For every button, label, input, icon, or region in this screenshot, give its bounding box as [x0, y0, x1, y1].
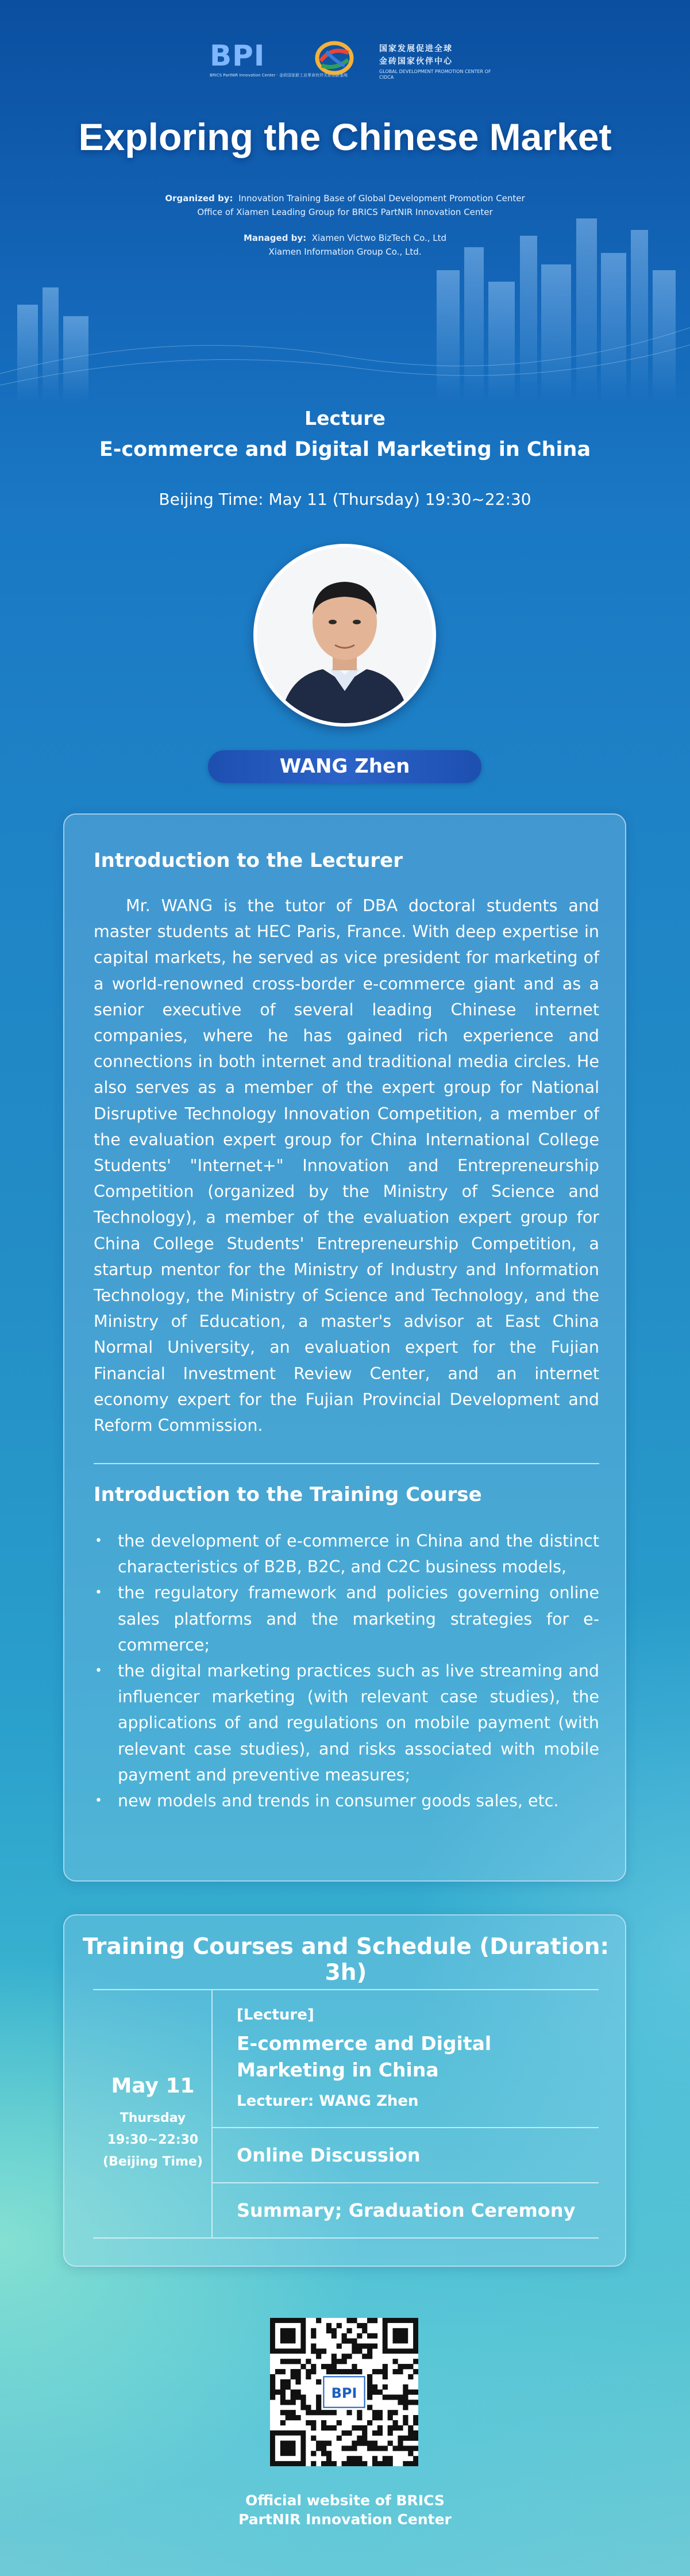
- organizer-1: Innovation Training Base of Global Development Promotion Center: [238, 193, 525, 204]
- course-intro-heading: Introduction to the Training Course: [94, 1483, 482, 1506]
- manager-2: Xiamen Information Group Co., Ltd.: [268, 247, 422, 257]
- managers: [0, 231, 690, 259]
- list-item: • the development of e-commerce in China and the distinct characteristics of B2B, B2C, and C2C business models,: [94, 1528, 599, 1580]
- organizer-2: Office of Xiamen Leading Group for BRICS PartNIR Innovation Center: [197, 207, 493, 217]
- website-qr-code[interactable]: [270, 2318, 418, 2466]
- list-item: • new models and trends in consumer goods sales, etc.: [94, 1788, 599, 1814]
- organizers: [0, 191, 690, 219]
- schedule-date-cell: [93, 1990, 213, 2237]
- session-title: E-commerce and Digital Marketing in China: [237, 2032, 492, 2081]
- schedule-table: [93, 1989, 599, 2239]
- lecture-title: E-commerce and Digital Marketing in China: [99, 438, 591, 461]
- table-row: [213, 1990, 599, 2128]
- organized-label: Organized by:: [165, 193, 233, 204]
- qr-center-logo: BPI: [331, 2385, 357, 2401]
- lecturer-avatar: [253, 544, 436, 727]
- section-divider: [94, 1463, 599, 1464]
- intro-panel: [63, 813, 626, 1882]
- session-title: Online Discussion: [237, 2144, 421, 2166]
- bpi-logo-subtitle: BRICS PartNIR Innovation Center · 金砖国家新工业革命伙伴关系创新基地: [210, 73, 348, 78]
- gdpc-emblem-icon: [315, 40, 354, 76]
- lecturer-name-badge: WANG Zhen: [208, 750, 481, 783]
- lecture-label: Lecture: [304, 407, 386, 429]
- gdpc-logo-cn-line2: 金砖国家伙伴中心: [379, 57, 453, 66]
- table-row: [213, 2128, 599, 2183]
- managed-label: Managed by:: [243, 233, 307, 243]
- logo-bar: [0, 36, 690, 82]
- footer-caption: [0, 2491, 690, 2529]
- lecturer-intro-text: Mr. WANG is the tutor of DBA doctoral students and master students at HEC Paris, France. With deep expertise in capital markets, he served as vice president for marketing of a world-renowned cross-border e-commerce giant and as a senior executive of several leading Chinese internet companies, where he has gained rich experience and connections in both internet and traditional media circles. He also serves as a member of the expert group for National Disruptive Technology Innovation Competition, a member of the evaluation expert group for China International College Students' "Internet+" Innovation and Entrepreneurship Competition (organized by the Ministry of Science and Technology), a member of the evaluation expert group for China College Students' Entrepreneurship Competition, a startup mentor for the Ministry of Industry and Information Technology, the Ministry of Science and Technology, and the Ministry of Education, a master's advisor at East China Normal University, an evaluation expert for the Fujian Financial Investment Review Center, and an internet economy expert for the Fujian Provincial Development and Reform Commission.: [94, 896, 599, 1435]
- course-topic-list: [94, 1528, 599, 1814]
- session-title: Summary; Graduation Ceremony: [237, 2199, 576, 2221]
- session-lecturer: Lecturer: WANG Zhen: [237, 2093, 419, 2110]
- list-item: • the regulatory framework and policies governing online sales platforms and the marketing strategies for e-commerce;: [94, 1580, 599, 1658]
- lecturer-intro-heading: Introduction to the Lecturer: [94, 849, 403, 872]
- schedule-time: 19:30~22:30: [107, 2133, 199, 2147]
- schedule-date: May 11: [111, 2074, 195, 2098]
- lecture-time: Beijing Time: May 11 (Thursday) 19:30~22:30: [159, 490, 531, 509]
- table-row: [213, 2183, 599, 2237]
- gdpc-logo-en: GLOBAL DEVELOPMENT PROMOTION CENTER OF CIDCA: [379, 69, 491, 80]
- gdpc-logo-text: [379, 43, 494, 80]
- session-tag: [Lecture]: [237, 2006, 314, 2024]
- schedule-weekday: Thursday: [120, 2111, 186, 2125]
- schedule-panel: [63, 1914, 626, 2267]
- footer-line-2: PartNIR Innovation Center: [238, 2511, 452, 2528]
- list-item: • the digital marketing practices such as live streaming and influencer marketing (with relevant case studies), the applications of and regulations on mobile payment (with relevant case studies), and risks associated with mobile payment and preventive measures;: [94, 1658, 599, 1788]
- schedule-date-details: [93, 2107, 213, 2173]
- manager-1: Xiamen Victwo BizTech Co., Ltd: [311, 233, 447, 243]
- bpi-logo-text: BPI: [210, 39, 265, 72]
- schedule-timezone: (Beijing Time): [103, 2155, 203, 2169]
- footer-line-1: Official website of BRICS: [245, 2492, 445, 2509]
- page-title: Exploring the Chinese Market: [78, 116, 612, 158]
- lecturer-portrait-icon: [257, 547, 433, 723]
- schedule-heading: Training Courses and Schedule (Duration: 3h): [82, 1934, 610, 1986]
- bpi-logo: [210, 39, 348, 79]
- gdpc-logo-cn-line1: 国家发展促进全球: [379, 44, 453, 53]
